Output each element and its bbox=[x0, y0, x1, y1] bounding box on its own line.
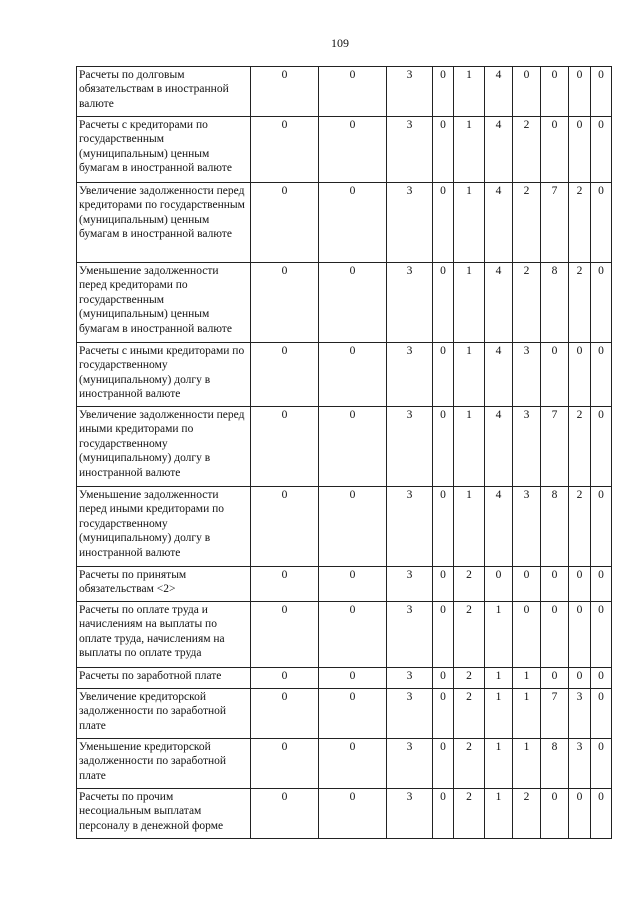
code-digit-cell: 1 bbox=[485, 789, 513, 839]
code-digit-cell: 0 bbox=[541, 67, 569, 117]
code-digit-cell: 2 bbox=[513, 789, 541, 839]
row-name-cell: Расчеты по заработной плате bbox=[77, 668, 251, 689]
row-name-cell: Расчеты по оплате труда и начислениям на выплаты по оплате труда, начислениям на выплаты по оплате труда bbox=[77, 602, 251, 668]
code-digit-cell: 2 bbox=[454, 602, 485, 668]
row-name-cell: Увеличение задолженности перед кредиторами по государственным (муниципальным) ценным бумагам в иностранной валюте bbox=[77, 183, 251, 263]
code-digit-cell: 7 bbox=[541, 407, 569, 487]
table-row bbox=[77, 602, 612, 668]
code-digit-cell: 3 bbox=[387, 567, 433, 602]
code-digit-cell: 3 bbox=[387, 689, 433, 739]
code-digit-cell: 2 bbox=[454, 567, 485, 602]
code-digit-cell: 0 bbox=[251, 602, 319, 668]
code-digit-cell: 0 bbox=[251, 117, 319, 183]
code-digit-cell: 4 bbox=[485, 407, 513, 487]
code-digit-cell: 2 bbox=[513, 183, 541, 263]
code-digit-cell: 3 bbox=[387, 602, 433, 668]
table-row bbox=[77, 689, 612, 739]
code-digit-cell: 0 bbox=[513, 567, 541, 602]
code-digit-cell: 0 bbox=[433, 567, 454, 602]
code-digit-cell: 0 bbox=[319, 343, 387, 407]
code-digit-cell: 3 bbox=[387, 67, 433, 117]
code-digit-cell: 2 bbox=[569, 407, 591, 487]
code-digit-cell: 0 bbox=[319, 487, 387, 567]
code-digit-cell: 0 bbox=[541, 602, 569, 668]
code-digit-cell: 2 bbox=[454, 739, 485, 789]
code-digit-cell: 7 bbox=[541, 183, 569, 263]
code-digit-cell: 0 bbox=[433, 67, 454, 117]
code-digit-cell: 0 bbox=[433, 739, 454, 789]
code-digit-cell: 3 bbox=[569, 739, 591, 789]
code-digit-cell: 0 bbox=[319, 263, 387, 343]
code-digit-cell: 0 bbox=[569, 668, 591, 689]
code-digit-cell: 0 bbox=[541, 117, 569, 183]
code-digit-cell: 0 bbox=[569, 67, 591, 117]
code-digit-cell: 0 bbox=[569, 343, 591, 407]
code-digit-cell: 1 bbox=[454, 67, 485, 117]
code-digit-cell: 3 bbox=[387, 407, 433, 487]
code-digit-cell: 0 bbox=[433, 668, 454, 689]
code-digit-cell: 0 bbox=[251, 343, 319, 407]
code-digit-cell: 0 bbox=[433, 789, 454, 839]
code-digit-cell: 2 bbox=[569, 183, 591, 263]
table-row bbox=[77, 567, 612, 602]
code-digit-cell: 3 bbox=[387, 117, 433, 183]
code-digit-cell: 1 bbox=[485, 668, 513, 689]
code-digit-cell: 1 bbox=[454, 263, 485, 343]
code-digit-cell: 1 bbox=[513, 668, 541, 689]
code-digit-cell: 1 bbox=[454, 487, 485, 567]
code-digit-cell: 0 bbox=[319, 668, 387, 689]
code-digit-cell: 3 bbox=[387, 668, 433, 689]
code-digit-cell: 1 bbox=[454, 343, 485, 407]
code-digit-cell: 0 bbox=[251, 789, 319, 839]
code-digit-cell: 1 bbox=[454, 117, 485, 183]
code-digit-cell: 1 bbox=[485, 689, 513, 739]
code-digit-cell: 4 bbox=[485, 183, 513, 263]
code-digit-cell: 3 bbox=[387, 487, 433, 567]
code-digit-cell: 0 bbox=[541, 668, 569, 689]
code-digit-cell: 4 bbox=[485, 263, 513, 343]
code-digit-cell: 0 bbox=[251, 183, 319, 263]
code-digit-cell: 1 bbox=[485, 739, 513, 789]
table-row bbox=[77, 789, 612, 839]
code-digit-cell: 2 bbox=[454, 668, 485, 689]
code-digit-cell: 0 bbox=[251, 263, 319, 343]
code-digit-cell: 0 bbox=[319, 67, 387, 117]
code-digit-cell: 0 bbox=[319, 117, 387, 183]
code-digit-cell: 0 bbox=[319, 183, 387, 263]
code-digit-cell: 1 bbox=[513, 689, 541, 739]
code-digit-cell: 0 bbox=[251, 407, 319, 487]
code-digit-cell: 7 bbox=[541, 689, 569, 739]
code-digit-cell: 4 bbox=[485, 117, 513, 183]
table-row bbox=[77, 343, 612, 407]
code-digit-cell: 0 bbox=[433, 689, 454, 739]
code-digit-cell: 0 bbox=[591, 739, 612, 789]
code-digit-cell: 2 bbox=[454, 789, 485, 839]
table-row bbox=[77, 407, 612, 487]
code-digit-cell: 0 bbox=[319, 602, 387, 668]
table-row bbox=[77, 67, 612, 117]
code-digit-cell: 8 bbox=[541, 487, 569, 567]
code-digit-cell: 3 bbox=[513, 407, 541, 487]
code-digit-cell: 0 bbox=[591, 407, 612, 487]
code-digit-cell: 3 bbox=[569, 689, 591, 739]
code-digit-cell: 8 bbox=[541, 739, 569, 789]
code-digit-cell: 0 bbox=[251, 689, 319, 739]
code-digit-cell: 0 bbox=[433, 343, 454, 407]
code-digit-cell: 0 bbox=[433, 407, 454, 487]
code-digit-cell: 0 bbox=[591, 689, 612, 739]
code-digit-cell: 2 bbox=[513, 263, 541, 343]
code-digit-cell: 0 bbox=[433, 183, 454, 263]
code-digit-cell: 4 bbox=[485, 67, 513, 117]
row-name-cell: Расчеты по прочим несоциальным выплатам персоналу в денежной форме bbox=[77, 789, 251, 839]
code-digit-cell: 0 bbox=[251, 67, 319, 117]
code-digit-cell: 0 bbox=[541, 567, 569, 602]
code-digit-cell: 2 bbox=[513, 117, 541, 183]
code-digit-cell: 0 bbox=[433, 602, 454, 668]
table-row bbox=[77, 487, 612, 567]
code-digit-cell: 0 bbox=[433, 263, 454, 343]
code-digit-cell: 4 bbox=[485, 487, 513, 567]
row-name-cell: Расчеты с кредиторами по государственным (муниципальным) ценным бумагам в иностранной валюте bbox=[77, 117, 251, 183]
code-digit-cell: 3 bbox=[387, 789, 433, 839]
code-digit-cell: 0 bbox=[433, 117, 454, 183]
code-digit-cell: 0 bbox=[591, 343, 612, 407]
code-digit-cell: 0 bbox=[251, 668, 319, 689]
table-body bbox=[77, 67, 612, 839]
table-row bbox=[77, 739, 612, 789]
code-digit-cell: 0 bbox=[319, 789, 387, 839]
code-digit-cell: 0 bbox=[319, 567, 387, 602]
code-digit-cell: 0 bbox=[569, 567, 591, 602]
code-digit-cell: 4 bbox=[485, 343, 513, 407]
row-name-cell: Увеличение задолженности перед иными кредиторами по государственному (муниципальному) долгу в иностранной валюте bbox=[77, 407, 251, 487]
code-digit-cell: 0 bbox=[541, 343, 569, 407]
code-digit-cell: 3 bbox=[387, 739, 433, 789]
code-digit-cell: 2 bbox=[569, 487, 591, 567]
accounts-table bbox=[76, 66, 612, 839]
code-digit-cell: 0 bbox=[513, 67, 541, 117]
code-digit-cell: 1 bbox=[454, 407, 485, 487]
code-digit-cell: 3 bbox=[387, 183, 433, 263]
code-digit-cell: 0 bbox=[433, 487, 454, 567]
row-name-cell: Расчеты по принятым обязательствам <2> bbox=[77, 567, 251, 602]
code-digit-cell: 0 bbox=[591, 567, 612, 602]
code-digit-cell: 0 bbox=[513, 602, 541, 668]
code-digit-cell: 0 bbox=[591, 668, 612, 689]
code-digit-cell: 0 bbox=[591, 487, 612, 567]
code-digit-cell: 3 bbox=[387, 343, 433, 407]
code-digit-cell: 0 bbox=[319, 739, 387, 789]
code-digit-cell: 0 bbox=[591, 789, 612, 839]
table-row bbox=[77, 263, 612, 343]
row-name-cell: Уменьшение задолженности перед кредиторами по государственным (муниципальным) ценным бумагам в иностранной валюте bbox=[77, 263, 251, 343]
code-digit-cell: 0 bbox=[591, 183, 612, 263]
table-row bbox=[77, 183, 612, 263]
code-digit-cell: 0 bbox=[569, 789, 591, 839]
code-digit-cell: 2 bbox=[454, 689, 485, 739]
table-row bbox=[77, 117, 612, 183]
code-digit-cell: 2 bbox=[569, 263, 591, 343]
code-digit-cell: 0 bbox=[251, 739, 319, 789]
row-name-cell: Расчеты с иными кредиторами по государственному (муниципальному) долгу в иностранной валюте bbox=[77, 343, 251, 407]
code-digit-cell: 0 bbox=[251, 567, 319, 602]
code-digit-cell: 0 bbox=[319, 689, 387, 739]
code-digit-cell: 0 bbox=[569, 602, 591, 668]
code-digit-cell: 0 bbox=[251, 487, 319, 567]
page-number: 109 bbox=[331, 36, 349, 50]
code-digit-cell: 0 bbox=[541, 789, 569, 839]
code-digit-cell: 0 bbox=[485, 567, 513, 602]
code-digit-cell: 8 bbox=[541, 263, 569, 343]
row-name-cell: Расчеты по долговым обязательствам в иностранной валюте bbox=[77, 67, 251, 117]
code-digit-cell: 3 bbox=[513, 343, 541, 407]
table-row bbox=[77, 668, 612, 689]
code-digit-cell: 3 bbox=[387, 263, 433, 343]
code-digit-cell: 0 bbox=[319, 407, 387, 487]
code-digit-cell: 0 bbox=[591, 602, 612, 668]
row-name-cell: Уменьшение задолженности перед иными кредиторами по государственному (муниципальному) долгу в иностранной валюте bbox=[77, 487, 251, 567]
code-digit-cell: 1 bbox=[513, 739, 541, 789]
code-digit-cell: 0 bbox=[569, 117, 591, 183]
row-name-cell: Увеличение кредиторской задолженности по заработной плате bbox=[77, 689, 251, 739]
code-digit-cell: 3 bbox=[513, 487, 541, 567]
code-digit-cell: 0 bbox=[591, 117, 612, 183]
code-digit-cell: 0 bbox=[591, 263, 612, 343]
code-digit-cell: 0 bbox=[591, 67, 612, 117]
code-digit-cell: 1 bbox=[485, 602, 513, 668]
row-name-cell: Уменьшение кредиторской задолженности по заработной плате bbox=[77, 739, 251, 789]
code-digit-cell: 1 bbox=[454, 183, 485, 263]
